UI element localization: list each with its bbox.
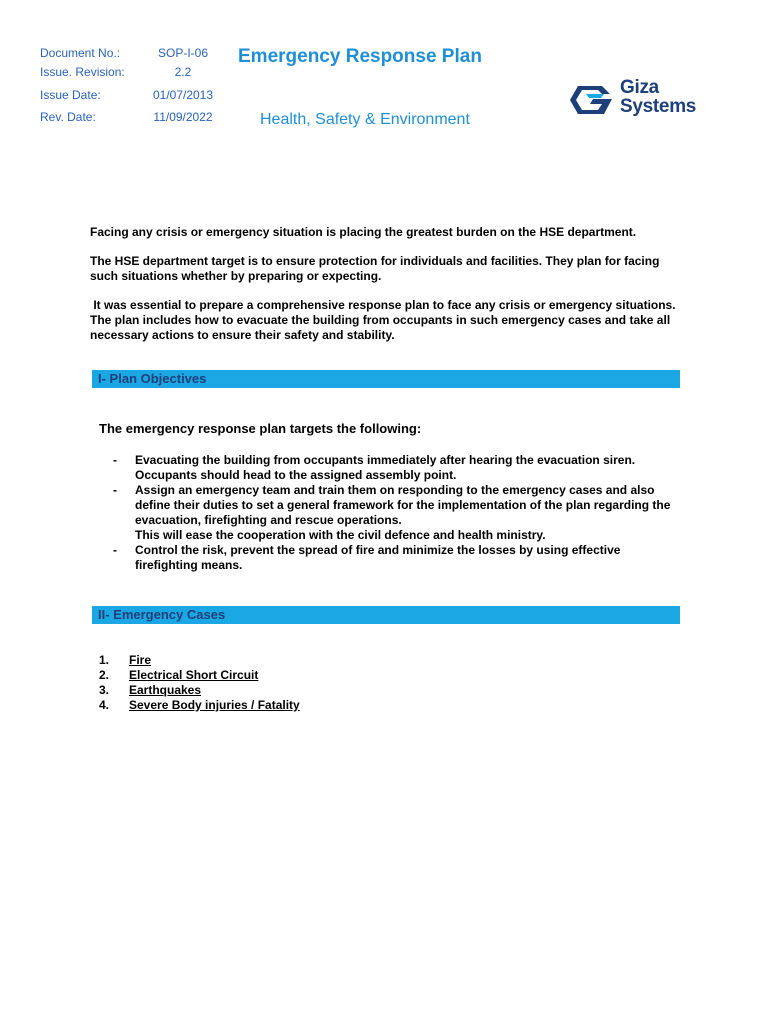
list-item	[110, 483, 680, 543]
list-number: 3.	[99, 683, 110, 697]
objectives-lead: The emergency response plan targets the following:	[99, 421, 422, 436]
list-item	[110, 453, 680, 483]
list-item	[99, 668, 300, 683]
list-item	[99, 698, 300, 713]
revision-label: Issue. Revision:	[40, 65, 125, 79]
revision-value: 2.2	[174, 65, 192, 79]
doc-no-value: SOP-I-06	[157, 46, 208, 60]
case-link[interactable]: Earthquakes	[129, 683, 202, 697]
list-item	[99, 683, 300, 698]
logo-line1: Giza	[620, 77, 659, 98]
document-subtitle: Health, Safety & Environment	[260, 111, 470, 128]
issue-date-label: Issue Date:	[40, 88, 101, 102]
objectives-list	[110, 453, 680, 573]
case-link[interactable]: Severe Body injuries / Fatality	[129, 698, 300, 712]
list-item-continuation: This will ease the cooperation with the civil defence and health ministry.	[135, 528, 546, 542]
section-heading-objectives	[92, 370, 680, 388]
list-number: 1.	[99, 653, 110, 667]
list-item-text: Control the risk, prevent the spread of fire and minimize the losses by using effective firefighting means.	[135, 543, 621, 572]
rev-date-value: 11/09/2022	[153, 110, 213, 124]
list-number: 4.	[99, 698, 110, 712]
list-item-text: Assign an emergency team and train them on responding to the emergency cases and also define their duties to set a general framework for the implementation of the plan regarding the evacuation, firefighting and rescue operations.	[135, 483, 671, 527]
document-title: Emergency Response Plan	[238, 46, 482, 67]
dash-marker: -	[113, 543, 117, 557]
intro-paragraph-1: Facing any crisis or emergency situation is placing the greatest burden on the HSE department.	[90, 225, 637, 239]
case-link[interactable]: Electrical Short Circuit	[129, 668, 259, 682]
section-heading-cases	[92, 606, 680, 624]
dash-marker: -	[113, 453, 117, 467]
list-item-text: Evacuating the building from occupants immediately after hearing the evacuation siren. Occupants should head to the assigned assembly point.	[135, 453, 636, 482]
list-item	[110, 543, 680, 573]
giza-logo-icon	[568, 80, 616, 120]
dash-marker: -	[113, 483, 117, 497]
case-link[interactable]: Fire	[129, 653, 152, 667]
intro-paragraph-3: It was essential to prepare a comprehensive response plan to face any crisis or emergency situations. The plan includes how to evacuate the building from occupants in such emergency cases and take all necessary actions to ensure their safety and stability.	[90, 298, 679, 342]
cases-list	[99, 653, 300, 713]
section-title: II- Emergency Cases	[98, 607, 226, 622]
intro-paragraph-2: The HSE department target is to ensure protection for individuals and facilities. They plan for facing such situations whether by preparing or expecting.	[90, 254, 660, 283]
rev-date-label: Rev. Date:	[40, 110, 96, 124]
company-logo	[568, 78, 708, 122]
logo-line2: Systems	[620, 96, 697, 117]
section-title: I- Plan Objectives	[98, 371, 207, 386]
doc-no-label: Document No.:	[40, 46, 121, 60]
list-item	[99, 653, 300, 668]
issue-date-value: 01/07/2013	[152, 88, 214, 102]
list-number: 2.	[99, 668, 110, 682]
